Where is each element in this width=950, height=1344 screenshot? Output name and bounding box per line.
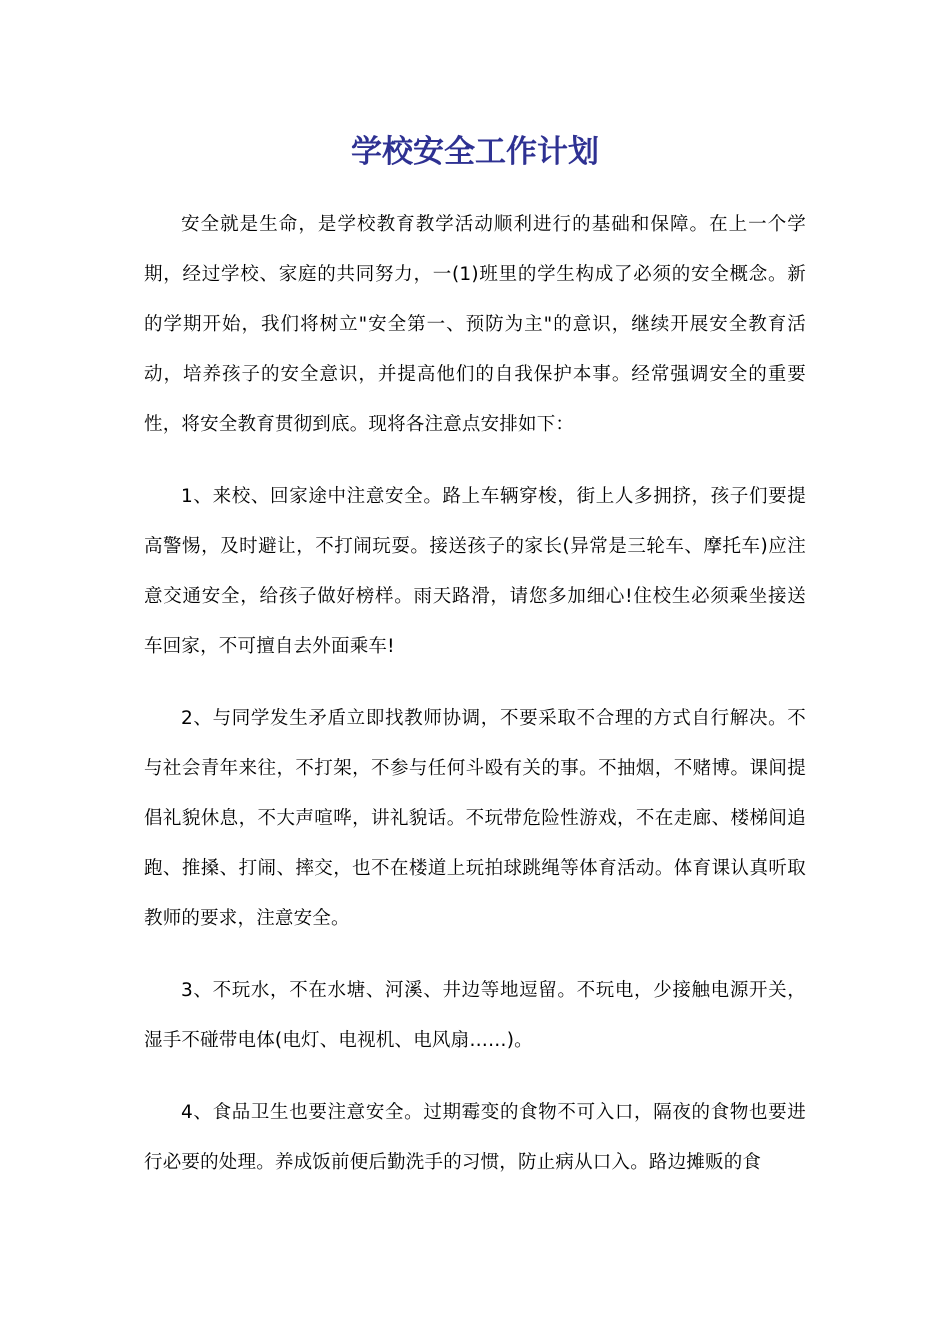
page-title: 学校安全工作计划 (351, 134, 599, 170)
paragraph-item-3: 3、不玩水，不在水塘、河溪、井边等地逗留。不玩电，少接触电源开关，湿手不碰带电体(电灯、电视机、电风扇……)。 (144, 980, 806, 1051)
paragraph-item-4: 4、食品卫生也要注意安全。过期霉变的食物不可入口，隔夜的食物也要进行必要的处理。养成饭前便后勤洗手的习惯，防止病从口入。路边摊贩的食 (144, 1102, 806, 1173)
document-body (144, 200, 806, 1188)
paragraph-item-1: 1、来校、回家途中注意安全。路上车辆穿梭，街上人多拥挤，孩子们要提高警惕，及时避让，不打闹玩耍。接送孩子的家长(异常是三轮车、摩托车)应注意交通安全，给孩子做好榜样。雨天路滑，请您多加细心!住校生必须乘坐接送车回家，不可擅自去外面乘车! (144, 486, 806, 657)
paragraph-intro: 安全就是生命，是学校教育教学活动顺利进行的基础和保障。在上一个学期，经过学校、家庭的共同努力，一(1)班里的学生构成了必须的安全概念。新的学期开始，我们将树立"安全第一、预防为主"的意识，继续开展安全教育活动，培养孩子的安全意识，并提高他们的自我保护本事。经常强调安全的重要性，将安全教育贯彻到底。现将各注意点安排如下： (144, 214, 806, 435)
paragraph-item-2: 2、与同学发生矛盾立即找教师协调，不要采取不合理的方式自行解决。不与社会青年来往，不打架，不参与任何斗殴有关的事。不抽烟，不赌博。课间提倡礼貌休息，不大声喧哗，讲礼貌话。不玩带危险性游戏，不在走廊、楼梯间追跑、推搡、打闹、摔交，也不在楼道上玩拍球跳绳等体育活动。体育课认真听取教师的要求，注意安全。 (144, 708, 806, 929)
